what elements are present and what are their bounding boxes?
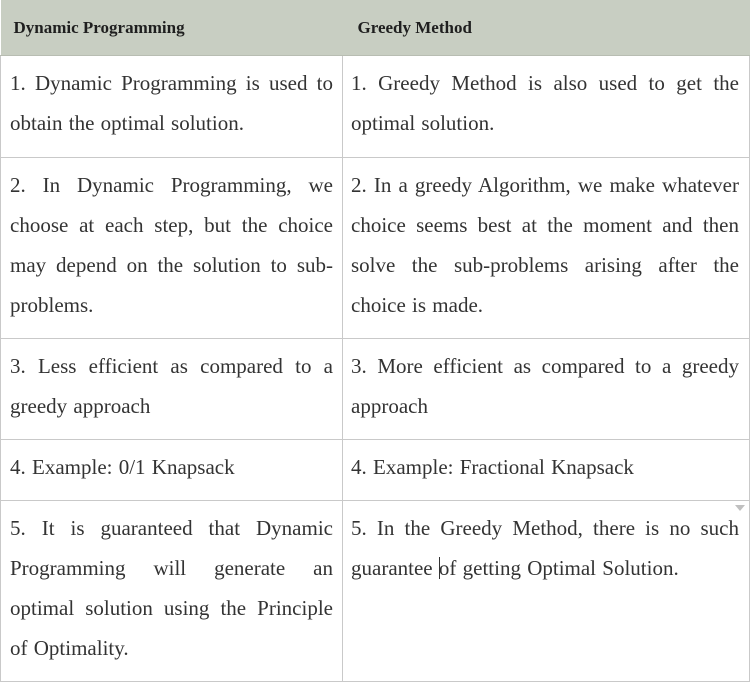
dp-cell: 1. Dynamic Programming is used to obtain the optimal solution. (1, 56, 343, 158)
dp-cell: 5. It is guaranteed that Dynamic Programming will generate an optimal solution using the Principle of Optimality. (1, 501, 343, 682)
table-row (1, 440, 750, 501)
table-row (1, 339, 750, 440)
dp-cell: 4. Example: 0/1 Knapsack (1, 440, 343, 501)
greedy-cell: 1. Greedy Method is also used to get the optimal solution. (343, 56, 750, 158)
greedy-cell-editable[interactable] (343, 501, 750, 682)
dp-cell: 3. Less efficient as compared to a greedy approach (1, 339, 343, 440)
header-dynamic-programming: Dynamic Programming (1, 0, 343, 56)
greedy-cell: 3. More efficient as compared to a greedy approach (343, 339, 750, 440)
greedy-text-before-cursor: 5. In the Greedy Method, there is no such guarantee (351, 516, 739, 580)
header-row (1, 0, 750, 56)
greedy-text-after-cursor: of getting Optimal Solution. (438, 556, 679, 580)
table-row (1, 501, 750, 682)
header-greedy-method: Greedy Method (343, 0, 750, 56)
dp-cell: 2. In Dynamic Programming, we choose at each step, but the choice may depend on the solution to sub-problems. (1, 158, 343, 339)
greedy-cell: 4. Example: Fractional Knapsack (343, 440, 750, 501)
chevron-down-icon[interactable] (735, 505, 745, 511)
table-row (1, 56, 750, 158)
greedy-cell: 2. In a greedy Algorithm, we make whatever choice seems best at the moment and then solve the sub-problems arising after the choice is made. (343, 158, 750, 339)
table-row (1, 158, 750, 339)
